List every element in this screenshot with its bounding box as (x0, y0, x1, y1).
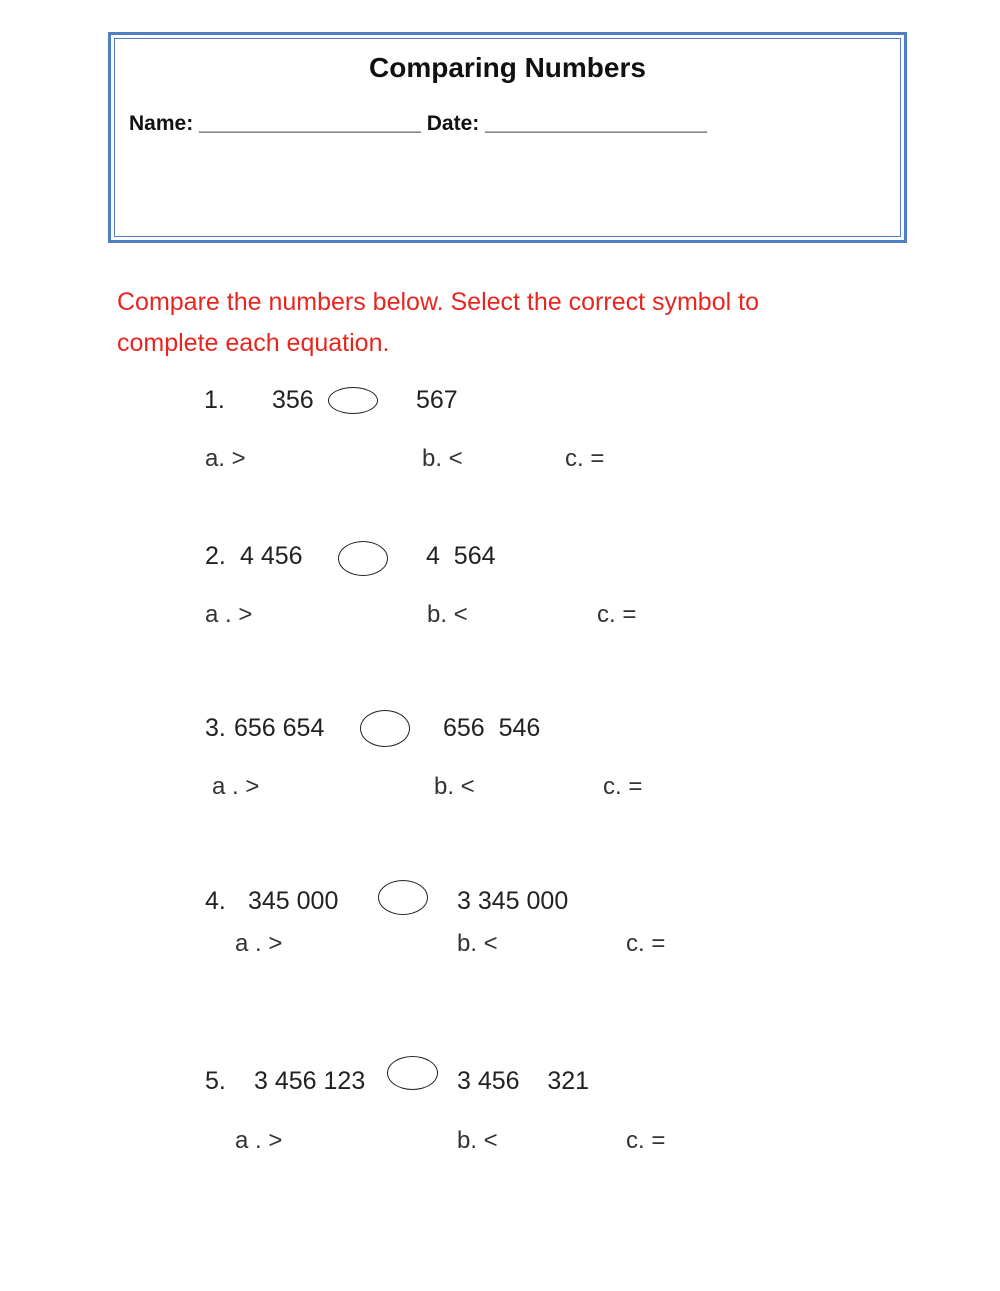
left-number: 656 654 (234, 714, 325, 742)
answer-oval[interactable] (360, 710, 410, 747)
left-number: 4 456 (240, 542, 303, 570)
right-number: 567 (416, 386, 458, 414)
option-a[interactable]: a . > (212, 773, 260, 800)
left-number: 345 000 (248, 887, 339, 915)
instructions-line-2: complete each equation. (117, 329, 390, 357)
option-b[interactable]: b. < (457, 930, 498, 957)
question-number: 3. (205, 714, 226, 742)
instructions (117, 282, 857, 364)
right-number: 656 546 (443, 714, 541, 742)
right-number: 3 456 321 (457, 1067, 590, 1095)
answer-oval[interactable] (338, 541, 388, 576)
question-number: 1. (204, 386, 225, 414)
header-box (108, 32, 907, 243)
answer-oval[interactable] (328, 387, 378, 414)
left-number: 3 456 123 (254, 1067, 366, 1095)
option-b[interactable]: b. < (434, 773, 475, 800)
option-b[interactable]: b. < (422, 445, 463, 472)
option-a[interactable]: a . > (205, 601, 253, 628)
worksheet-title: Comparing Numbers (369, 52, 646, 83)
option-b[interactable]: b. < (427, 601, 468, 628)
answer-oval[interactable] (378, 880, 428, 915)
option-b[interactable]: b. < (457, 1127, 498, 1154)
option-c[interactable]: c. = (626, 1127, 666, 1154)
instructions-line-1: Compare the numbers below. Select the correct symbol to (117, 288, 759, 316)
question-number: 4. (205, 887, 226, 915)
left-number: 356 (272, 386, 314, 414)
name-date-line[interactable]: Name: ___________________ Date: ___________________ (129, 112, 708, 135)
right-number: 3 345 000 (457, 887, 569, 915)
option-a[interactable]: a. > (205, 445, 246, 472)
question-number: 5. (205, 1067, 226, 1095)
answer-oval[interactable] (387, 1056, 438, 1090)
option-c[interactable]: c. = (597, 601, 637, 628)
option-c[interactable]: c. = (565, 445, 605, 472)
option-a[interactable]: a . > (235, 930, 283, 957)
option-a[interactable]: a . > (235, 1127, 283, 1154)
right-number: 4 564 (426, 542, 496, 570)
option-c[interactable]: c. = (626, 930, 666, 957)
question-number: 2. (205, 542, 226, 570)
option-c[interactable]: c. = (603, 773, 643, 800)
